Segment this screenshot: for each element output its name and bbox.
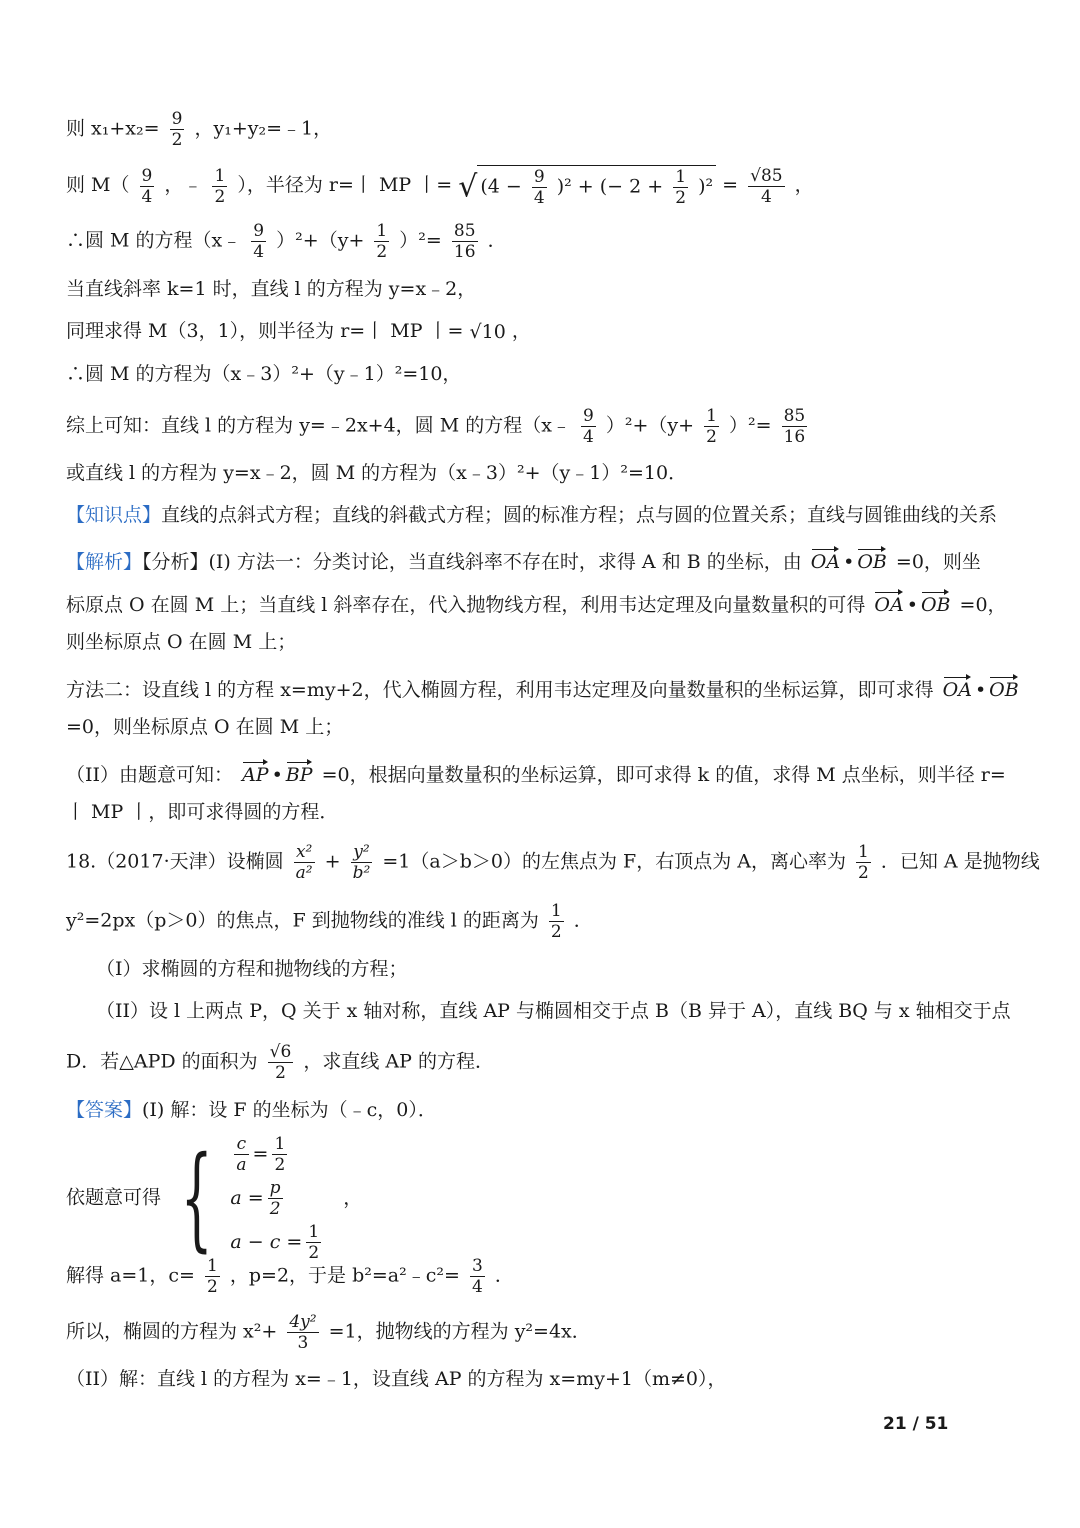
text-line: 解得 a=1，c= $\frac{1}{2}$ ，p=2，于是 b²=a²﹣c²= $\frac{3}{4}$ ．: [66, 1256, 514, 1297]
text-line: D．若△APD 的面积为 $\frac{√6}{2}$ ，求直线 AP 的方程．: [66, 1042, 494, 1083]
text-line: 【答案】(I) 解：设 F 的坐标为（﹣c，0）．: [66, 1099, 437, 1121]
radicand: (4 − $\frac{9}{4}$ )² + (− 2 + $\frac{1}{2}$ )²: [477, 165, 716, 207]
text-line: （II）解：直线 l 的方程为 x=﹣1，设直线 AP 的方程为 x=my+1（m≠0），: [66, 1368, 727, 1390]
text-span: 则 M（: [66, 174, 130, 196]
fraction: $\frac{1}{2}$: [214, 165, 226, 207]
sqrt-expression: √ (4 − $\frac{9}{4}$ )² + (− 2 + $\frac{1}{2}$ )²: [458, 165, 716, 207]
equation-system: { $\frac{c}{a}$ = $\frac{1}{2}$ a = $\frac{p}{2}$ a − c = $\frac{1}{2}$: [180, 1133, 320, 1263]
text-line: ∴圆 M 的方程为（x﹣3）²+（y﹣1）²=10，: [66, 363, 462, 385]
text-line: 【知识点】直线的点斜式方程；直线的斜截式方程；圆的标准方程；点与圆的位置关系；直线与圆锥曲线的关系: [66, 504, 998, 526]
problem-18-line: 18.（2017·天津）设椭圆 $\frac{\text{x²}}{\text{a²}}$ + $\frac{\text{y²}}{\text{b²}}$ =1（a＞b＞0）的左焦点为 F，右顶点为 A，离心率为 $\frac{1}{2}$ ．已知 A 是抛物线: [66, 842, 1040, 883]
fraction: $\frac{9}{4}$: [141, 165, 153, 207]
text-line: =0，则坐标原点 O 在圆 M 上；: [66, 716, 344, 738]
text-line: y²=2px（p＞0）的焦点，F 到抛物线的准线 l 的距离为 $\frac{1}{2}$ ．: [66, 901, 593, 942]
text-line: 【解析】【分析】(I) 方法一：分类讨论，当直线斜率不存在时，求得 A 和 B 的坐标，由 OA • OB =0，则坐: [66, 547, 1020, 572]
text-line: 则 M（ $\frac{9}{4}$ ，﹣ $\frac{1}{2}$ ），半径为 r=丨 MP 丨= √ (4 − $\frac{9}{4}$ )² + (− 2 + $\frac{1}{2}$ )² = $\frac{√85}{4}$ ，: [66, 165, 814, 208]
text-span: ，﹣: [164, 174, 203, 196]
text-line: 所以，椭圆的方程为 x²+ $\frac{\text{4y²}}{3}$ =1，抛物线的方程为 y²=4x．: [66, 1312, 591, 1353]
analysis-tag: 【解析】: [66, 551, 143, 573]
text-span: 则 x₁+x₂=: [66, 117, 160, 140]
knowledge-tag: 【知识点】: [66, 504, 162, 526]
sqrt-expression: √10: [469, 320, 506, 343]
text-line: 当直线斜率 k=1 时，直线 l 的方程为 y=x﹣2，: [66, 278, 477, 300]
text-line: 则坐标原点 O 在圆 M 上；: [66, 631, 297, 653]
text-span: ），半径为 r=丨 MP 丨=: [237, 174, 453, 196]
fraction: $\frac{9}{2}$: [171, 109, 183, 150]
text-line: 丨 MP 丨，即可求得圆的方程．: [66, 801, 339, 823]
text-span: ，y₁+y₂=﹣1，: [194, 117, 333, 140]
text-line: （II）由题意可知： AP • BP =0，根据向量数量积的坐标运算，即可求得 k 的值，求得 M 点坐标，则半径 r=: [66, 760, 1020, 785]
text-line: 综上可知：直线 l 的方程为 y=﹣2x+4，圆 M 的方程（x﹣ $\frac{9}{4}$ ）²+（y+ $\frac{1}{2}$ ）²= $\frac{85}{16}$: [66, 406, 806, 447]
text-line: ∴圆 M 的方程（x﹣ $\frac{9}{4}$ ）²+（y+ $\frac{1}{2}$ ）²= $\frac{85}{16}$ ．: [66, 221, 507, 262]
text-line: 标原点 O 在圆 M 上；当直线 l 斜率存在，代入抛物线方程，利用韦达定理及向量数量积的可得 OA • OB =0，: [66, 590, 1020, 615]
text-line: 同理求得 M（3，1），则半径为 r=丨 MP 丨= √10 ，: [66, 320, 531, 343]
page-number: 21 / 51: [883, 1414, 949, 1434]
text-line: 或直线 l 的方程为 y=x﹣2，圆 M 的方程为（x﹣3）²+（y﹣1）²=10．: [66, 462, 688, 484]
text-line: （II）设 l 上两点 P，Q 关于 x 轴对称，直线 AP 与椭圆相交于点 B（B 异于 A），直线 BQ 与 x 轴相交于点: [96, 1000, 1011, 1022]
text-line: [66, 110, 1020, 149]
text-line: （I）求椭圆的方程和抛物线的方程；: [96, 958, 408, 980]
equation-system-line: 依题意可得 { $\frac{c}{a}$ = $\frac{1}{2}$ a = $\frac{p}{2}$ a − c = $\frac{1}{2}$ ，: [66, 1133, 363, 1263]
fraction: $\frac{√85}{4}$: [750, 165, 783, 207]
text-span: ，: [794, 174, 814, 196]
answer-tag: 【答案】: [66, 1099, 143, 1121]
text-line: 方法二：设直线 l 的方程 x=my+2，代入椭圆方程，利用韦达定理及向量数量积的坐标运算，即可求得 OA • OB: [66, 675, 1020, 700]
